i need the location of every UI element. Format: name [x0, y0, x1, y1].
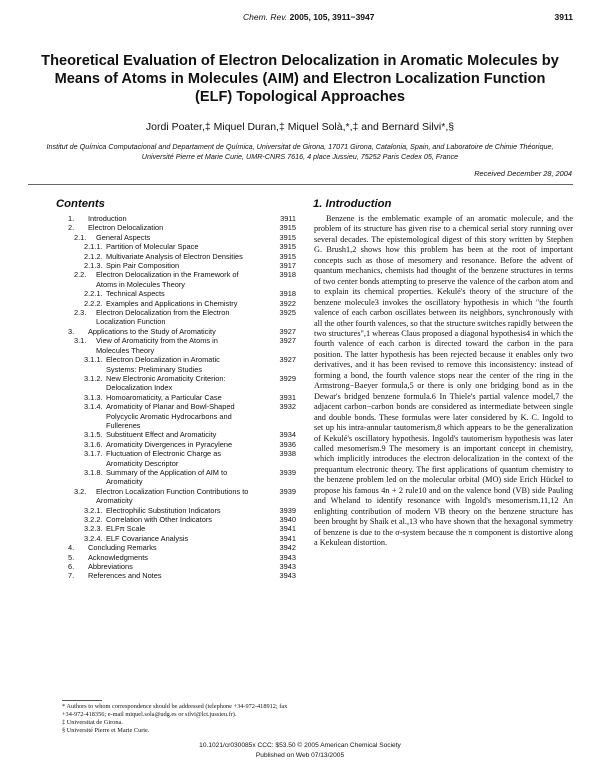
toc-label: Aromaticity of Planar and Bowl-Shaped Polycyclic Aromatic Hydrocarbons and Fullerenes	[106, 402, 235, 430]
toc-page: 3918	[279, 270, 296, 280]
toc-page: 3938	[279, 449, 296, 459]
toc-label: Electrophilic Substitution Indicators	[106, 505, 221, 515]
toc-label: ELF Covariance Analysis	[106, 533, 189, 543]
published-date: Published on Web 07/13/2005	[255, 752, 345, 759]
toc-number: 3.2.1.	[84, 505, 103, 515]
toc-entry[interactable]	[62, 233, 296, 242]
toc-number: 3.2.3.	[84, 524, 103, 534]
toc-entry[interactable]	[62, 355, 296, 374]
toc-number: 6.	[68, 562, 75, 572]
toc-page: 3939	[279, 486, 296, 496]
toc-label: Electron Localization Function Contributions to Aromaticity	[96, 486, 249, 506]
toc-page: 3925	[279, 308, 296, 318]
footnote: § Université Pierre et Marie Curie.	[62, 727, 150, 734]
journal-citation: Chem. Rev. 2005, 105, 3911−3947	[243, 12, 375, 22]
toc-label: New Electronic Aromaticity Criterion: Delocalization Index	[106, 373, 226, 393]
toc-entry[interactable]	[62, 487, 296, 506]
toc-number: 3.2.	[74, 486, 87, 496]
toc-number: 3.1.2.	[84, 373, 103, 383]
toc-number: 2.1.2.	[84, 251, 103, 261]
toc-page: 3915	[279, 232, 296, 242]
toc-entry[interactable]	[62, 449, 296, 468]
toc-label: Technical Aspects	[106, 289, 165, 299]
toc-entry[interactable]	[62, 336, 296, 355]
toc-page: 3941	[279, 533, 296, 543]
toc-page: 3943	[279, 571, 296, 581]
toc-label: Electron Delocalization	[88, 223, 164, 233]
page-number: 3911	[554, 12, 573, 22]
toc-number: 7.	[68, 571, 75, 581]
toc-page: 3943	[279, 562, 296, 572]
toc-label: Electron Delocalization in Aromatic Systems: Preliminary Studies	[106, 355, 220, 374]
toc-entry[interactable]	[62, 308, 296, 327]
toc-entry[interactable]	[62, 327, 296, 336]
running-header	[0, 12, 600, 26]
toc-number: 3.2.2.	[84, 515, 103, 524]
toc-number: 2.	[68, 223, 75, 233]
toc-page: 3915	[279, 251, 296, 261]
toc-entry[interactable]	[62, 543, 296, 552]
toc-entry[interactable]	[62, 223, 296, 232]
toc-page: 3927	[279, 326, 296, 336]
toc-number: 4.	[68, 543, 75, 553]
doi-line: 10.1021/cr030085x CCC: $53.50 © 2005 American Chemical Society	[199, 742, 401, 749]
toc-entry[interactable]	[62, 299, 296, 308]
toc-entry[interactable]	[62, 261, 296, 270]
toc-label: Aromaticity Divergences in Pyracylene	[106, 439, 233, 449]
toc-number: 3.1.6.	[84, 439, 103, 449]
toc-number: 2.3.	[74, 308, 87, 318]
header-divider	[28, 184, 573, 185]
footnote: * Authors to whom correspondence should be addressed (telephone +34-972-418912; fax +34-972-418356; e-mail miquel.sola@udg.es or silvi@lct.jussieu.fr).	[62, 703, 288, 718]
toc-number: 2.1.1.	[84, 242, 103, 252]
toc-label: Correlation with Other Indicators	[106, 515, 212, 524]
toc-label: General Aspects	[96, 232, 151, 242]
toc-page: 3940	[279, 515, 296, 524]
toc-label: Electron Delocalization from the Electron Localization Function	[96, 308, 230, 327]
toc-number: 2.2.	[74, 270, 87, 280]
toc-page: 3927	[279, 355, 296, 365]
contents-heading: Contents	[56, 198, 105, 210]
toc-label: Examples and Applications in Chemistry	[106, 298, 238, 308]
toc-page: 3941	[279, 524, 296, 534]
toc-number: 3.1.7.	[84, 449, 103, 459]
introduction-heading: 1. Introduction	[313, 198, 392, 210]
toc-number: 3.1.	[74, 336, 87, 346]
article-title: Theoretical Evaluation of Electron Delocalization in Aromatic Molecules by Means of Atoms in Molecules (AIM) and Electron Localization Function (ELF) Topological Approaches	[41, 53, 559, 105]
toc-number: 1.	[68, 214, 75, 223]
received-date: Received December 28, 2004	[474, 169, 572, 178]
author-list: Jordi Poater,‡ Miquel Duran,‡ Miquel Solà,*,‡ and Bernard Silvi*,§	[145, 121, 455, 133]
toc-entry[interactable]	[62, 270, 296, 289]
affiliation: Institut de Química Computacional and Departament de Química, Universitat de Girona, 17071 Girona, Catalonia, Spain, and Laboratoire de Chimie Théorique, Université Pierre et Marie Curie, UMR-CNRS 7616, 4 place Jussieu, 75252 Paris Cedex 05, France	[46, 142, 554, 161]
toc-entry[interactable]	[62, 393, 296, 402]
toc-label: Substituent Effect and Aromaticity	[106, 430, 217, 440]
toc-page: 3915	[279, 223, 296, 233]
toc-number: 3.1.8.	[84, 467, 103, 477]
toc-page: 3939	[279, 505, 296, 515]
toc-page: 3942	[279, 543, 296, 553]
toc-page: 3939	[279, 467, 296, 477]
toc-label: Applications to the Study of Aromaticity	[88, 326, 216, 336]
toc-number: 3.1.4.	[84, 402, 103, 412]
toc-page: 3929	[279, 373, 296, 383]
footnote-divider	[62, 700, 102, 701]
toc-label: Electron Delocalization in the Framework of Atoms in Molecules Theory	[96, 270, 239, 289]
toc-entry[interactable]	[62, 553, 296, 562]
toc-page: 3922	[279, 298, 296, 308]
toc-label: View of Aromaticity from the Atoms in Molecules Theory	[96, 336, 218, 355]
toc-label: Homoaromaticity, a Particular Case	[106, 392, 222, 402]
toc-page: 3943	[279, 552, 296, 562]
toc-number: 2.1.3.	[84, 261, 103, 271]
toc-number: 3.2.4.	[84, 533, 103, 543]
toc-entry[interactable]	[62, 242, 296, 251]
toc-number: 2.2.2.	[84, 298, 103, 308]
toc-entry[interactable]	[62, 468, 296, 487]
toc-entry[interactable]	[62, 214, 296, 223]
toc-label: Multivariate Analysis of Electron Densities	[106, 251, 243, 261]
toc-page: 3934	[279, 430, 296, 440]
footnote: ‡ Universitat de Girona.	[62, 719, 123, 726]
toc-page: 3932	[279, 402, 296, 412]
toc-label: ELFπ Scale	[106, 524, 146, 534]
toc-entry[interactable]	[62, 524, 296, 533]
toc-entry[interactable]	[62, 571, 296, 580]
introduction-body: Benzene is the emblematic example of an aromatic molecule, and the problem of its structure has given rise to a chemical serial story running over several decades. The epistemological digest of this story written by Stephen G. Brush1,2 shows how this problem has been at the root of important concepts such as those of mesomery and resonance. Before the advent of quantum mechanics, chemists had thought of the benzene structures in terms of two center bonds attempting to preserve the valence of the carbon atom and to explain its chemical properties. Kekulé's theory of the structure of the benzene molecule3 invokes the oscillatory hypothesis in which "the fourth valence of each carbon oscillates between its neighbors, synchronously with all the other fourth valences, so that the structure switches rapidly between the two structures",1 whereas Claus proposed a diagonal hypothesis4 in which the fourth valence of each carbon is directed toward the carbon in the para position. The latter hypothesis has been rejected because it enables only two derivatives, and it has been revised to remove this inconsistency: instead of forming a bond, the fourth valence stops near the center of the ring in the Armstrong−Baeyer formula,5 or there is only one bridging bond as in the Dewar's bridged benzene formula.6 In Thiele's partial valence model,7 the adjacent carbon−carbon bonds are considered as intermediate between single and double bonds. These formulas were later considered by K. C. Ingold to set up his intra-annular tautomerism,8 which appears to be the generalization of Kekulé's oscillatory hypothesis. Ingold's tautomerism hypothesis was later called mesomerism.9 The mesomery is an important concept in chemistry, which implicitly introduces the electron delocalization in the context of the prequantum electronic theory. The first applications of quantum chemistry to the benzene problem led on the molecular orbital (MO) side Erich Hückel to propose his famous 4n + 2 rule10 and on the valence bond (VB) side Pauling and Wheland to identify resonance with Ingold's mesomerism.11,12 An enlighting contribution of modern VB theory on the benzene structure has been brought by Shaik et al.,13 who have shown that the hexagonal symmetry of benzene is due to the σ-system because the π component is distortive along a Kekulean distortion.	[314, 214, 573, 548]
toc-label: Partition of Molecular Space	[106, 242, 199, 252]
toc-number: 5.	[68, 552, 75, 562]
toc-label: References and Notes	[88, 571, 162, 581]
toc-entry[interactable]	[62, 534, 296, 543]
toc-label: Abbreviations	[88, 562, 133, 572]
toc-number: 3.1.1.	[84, 355, 103, 365]
toc-page: 3927	[279, 336, 296, 346]
toc-page: 3918	[279, 289, 296, 299]
table-of-contents	[62, 214, 296, 581]
toc-entry[interactable]	[62, 289, 296, 298]
toc-page: 3911	[280, 214, 296, 223]
toc-entry[interactable]	[62, 374, 296, 393]
footnotes	[62, 703, 298, 735]
toc-number: 3.	[68, 326, 75, 336]
toc-label: Acknowledgments	[88, 552, 148, 562]
toc-page: 3936	[279, 439, 296, 449]
toc-number: 2.2.1.	[84, 289, 103, 299]
toc-number: 3.1.5.	[84, 430, 103, 440]
toc-label: Concluding Remarks	[88, 543, 157, 553]
publication-info	[0, 741, 600, 761]
toc-label: Introduction	[88, 214, 127, 223]
toc-label: Summary of the Application of AIM to Aromaticity	[106, 467, 228, 487]
toc-page: 3931	[279, 392, 296, 402]
toc-entry[interactable]	[62, 430, 296, 439]
toc-page: 3917	[279, 261, 296, 271]
toc-label: Fluctuation of Electronic Charge as Aromaticity Descriptor	[106, 449, 222, 468]
toc-entry[interactable]	[62, 252, 296, 261]
toc-number: 3.1.3.	[84, 392, 103, 402]
toc-entry[interactable]	[62, 440, 296, 449]
toc-entry[interactable]	[62, 562, 296, 571]
toc-entry[interactable]	[62, 506, 296, 515]
toc-label: Spin Pair Composition	[106, 261, 180, 271]
toc-entry[interactable]	[62, 515, 296, 524]
toc-number: 2.1.	[74, 232, 87, 242]
toc-entry[interactable]	[62, 402, 296, 430]
toc-page: 3915	[279, 242, 296, 252]
